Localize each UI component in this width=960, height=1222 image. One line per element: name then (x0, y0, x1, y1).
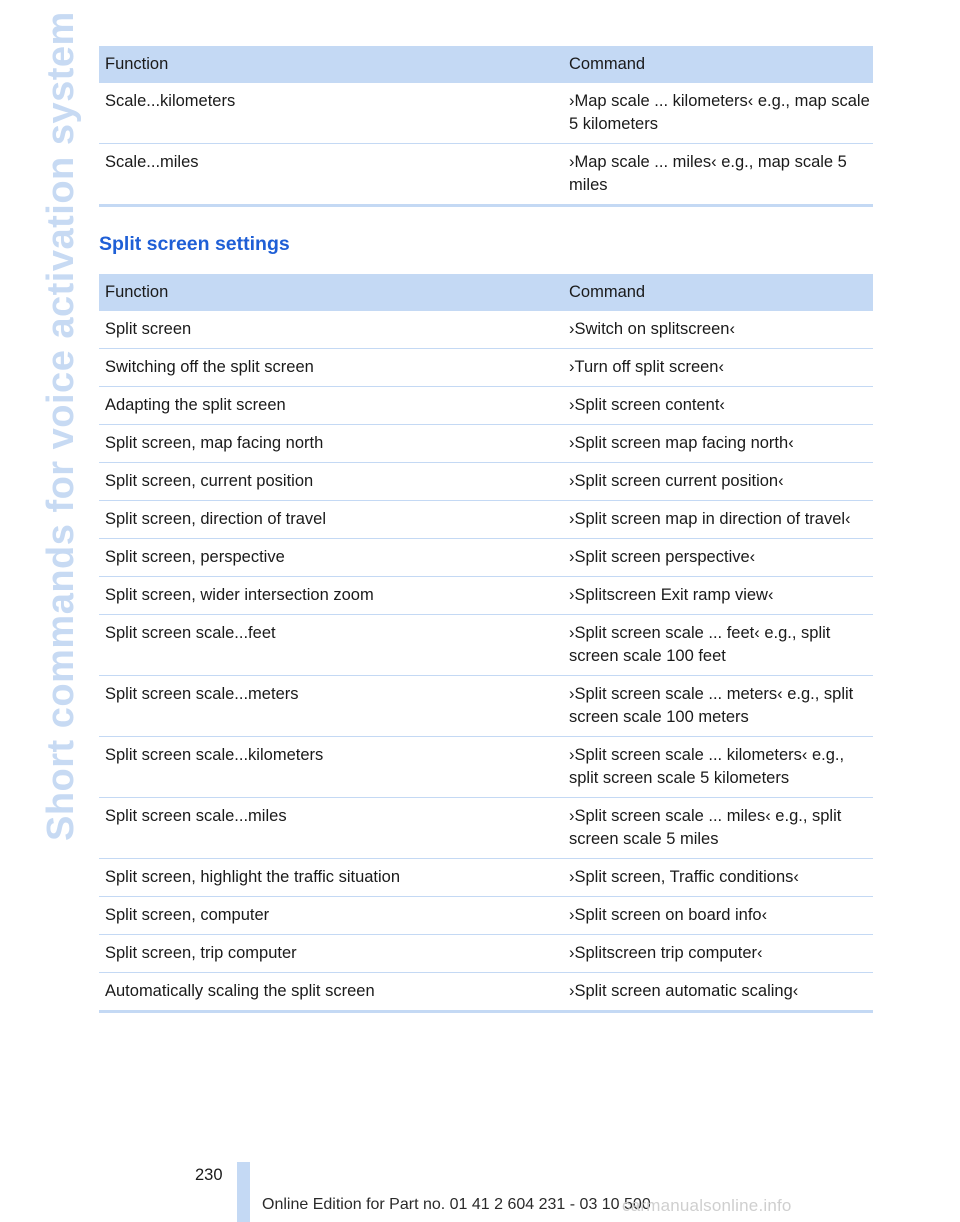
command-cell: ›Split screen perspective‹ (563, 539, 873, 577)
function-cell: Split screen, direction of travel (99, 501, 563, 539)
function-cell: Split screen, current position (99, 463, 563, 501)
function-cell: Split screen scale...meters (99, 676, 563, 737)
table-row (99, 859, 873, 897)
table-row (99, 737, 873, 798)
command-cell: ›Splitscreen trip computer‹ (563, 935, 873, 973)
map-scale-table (99, 46, 873, 207)
edition-note: Online Edition for Part no. 01 41 2 604 231 - 03 10 500 (262, 1196, 651, 1213)
function-cell: Scale...kilometers (99, 83, 563, 144)
function-cell: Split screen, map facing north (99, 425, 563, 463)
command-cell: ›Map scale ... miles‹ e.g., map scale 5 miles (563, 144, 873, 206)
command-cell: ›Split screen on board info‹ (563, 897, 873, 935)
table-row (99, 897, 873, 935)
command-cell: ›Splitscreen Exit ramp view‹ (563, 577, 873, 615)
chapter-side-title (0, 0, 84, 860)
column-header-command: Command (563, 46, 873, 83)
function-cell: Split screen, computer (99, 897, 563, 935)
table-row (99, 311, 873, 349)
command-cell: ›Split screen map in direction of travel‹ (563, 501, 873, 539)
table-row (99, 463, 873, 501)
command-cell: ›Split screen content‹ (563, 387, 873, 425)
table-row (99, 539, 873, 577)
function-cell: Split screen scale...miles (99, 798, 563, 859)
table-row (99, 973, 873, 1012)
function-cell: Scale...miles (99, 144, 563, 206)
table-row (99, 577, 873, 615)
table-row (99, 501, 873, 539)
function-cell: Split screen, trip computer (99, 935, 563, 973)
page-content (99, 46, 873, 1013)
command-cell: ›Split screen automatic scaling‹ (563, 973, 873, 1012)
column-header-function: Function (99, 274, 563, 311)
function-cell: Split screen, wider intersection zoom (99, 577, 563, 615)
function-cell: Split screen (99, 311, 563, 349)
command-cell: ›Split screen scale ... feet‹ e.g., split screen scale 100 feet (563, 615, 873, 676)
function-cell: Split screen, highlight the traffic situation (99, 859, 563, 897)
chapter-title-text: Short commands for voice activation system (40, 11, 82, 841)
page-number: 230 (195, 1166, 223, 1184)
footer-accent-bar (237, 1162, 250, 1222)
function-cell: Split screen, perspective (99, 539, 563, 577)
column-header-command: Command (563, 274, 873, 311)
watermark: carmanualsonline.info (622, 1196, 792, 1215)
table-header-row (99, 46, 873, 83)
command-cell: ›Switch on splitscreen‹ (563, 311, 873, 349)
table-row (99, 349, 873, 387)
split-screen-table (99, 274, 873, 1013)
function-cell: Split screen scale...kilometers (99, 737, 563, 798)
table-row (99, 798, 873, 859)
command-cell: ›Split screen, Traffic conditions‹ (563, 859, 873, 897)
command-cell: ›Split screen map facing north‹ (563, 425, 873, 463)
command-cell: ›Turn off split screen‹ (563, 349, 873, 387)
table-row (99, 83, 873, 144)
table-row (99, 935, 873, 973)
command-cell: ›Split screen current position‹ (563, 463, 873, 501)
function-cell: Switching off the split screen (99, 349, 563, 387)
table-row (99, 425, 873, 463)
command-cell: ›Split screen scale ... meters‹ e.g., split screen scale 100 meters (563, 676, 873, 737)
column-header-function: Function (99, 46, 563, 83)
function-cell: Split screen scale...feet (99, 615, 563, 676)
command-cell: ›Map scale ... kilometers‹ e.g., map scale 5 kilometers (563, 83, 873, 144)
command-cell: ›Split screen scale ... miles‹ e.g., split screen scale 5 miles (563, 798, 873, 859)
table-row (99, 676, 873, 737)
function-cell: Adapting the split screen (99, 387, 563, 425)
table-header-row (99, 274, 873, 311)
section-heading: Split screen settings (99, 233, 290, 255)
table-row (99, 615, 873, 676)
table-row (99, 144, 873, 206)
function-cell: Automatically scaling the split screen (99, 973, 563, 1012)
command-cell: ›Split screen scale ... kilometers‹ e.g., split screen scale 5 kilometers (563, 737, 873, 798)
table-row (99, 387, 873, 425)
